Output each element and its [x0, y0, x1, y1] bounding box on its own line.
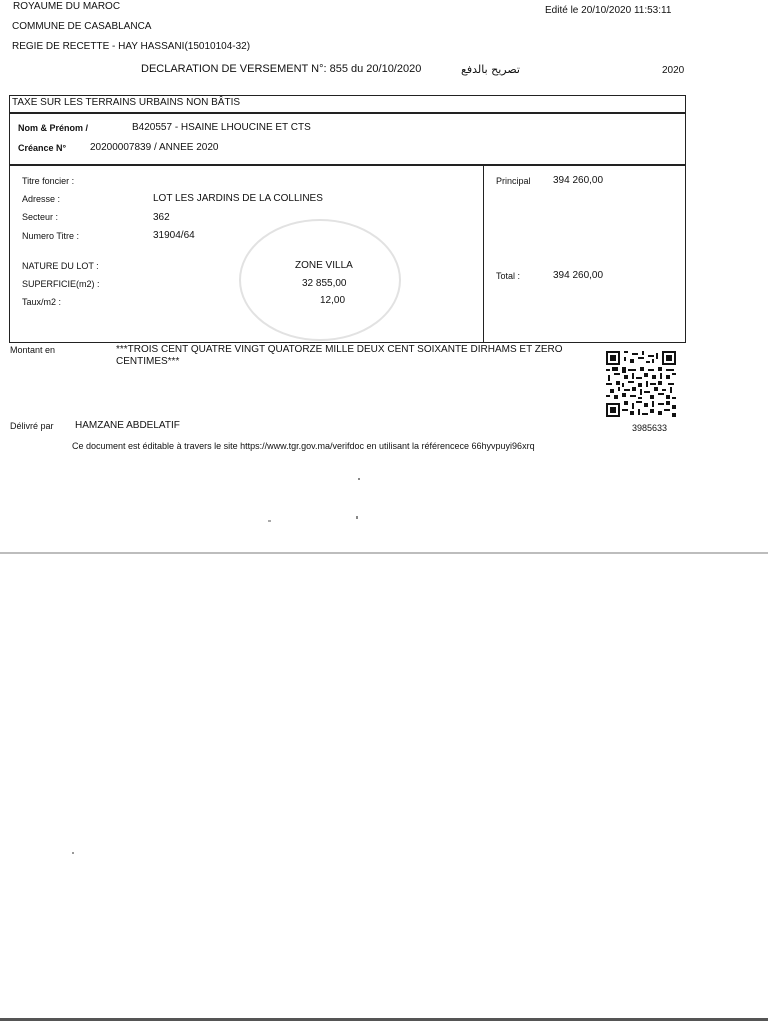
kingdom-name: ROYAUME DU MAROC [13, 1, 121, 12]
faint-stamp [225, 210, 415, 350]
taux-value: 12,00 [320, 295, 346, 306]
edited-timestamp: Edité le 20/10/2020 11:53:11 [545, 5, 672, 16]
titre-foncier-label: Titre foncier : [22, 176, 75, 186]
declaration-arabic: تصريح بالدفع [461, 63, 520, 76]
creance-label: Créance N° [18, 143, 67, 153]
tax-title: TAXE SUR LES TERRAINS URBAINS NON BÂTIS [12, 97, 241, 108]
name-value: B420557 - HSAINE LHOUCINE ET CTS [132, 122, 311, 133]
scan-speck [268, 520, 271, 522]
secteur-value: 362 [153, 212, 170, 223]
delivered-value: HAMZANE ABDELATIF [75, 420, 180, 431]
montant-line2: CENTIMES*** [116, 356, 180, 367]
creance-value: 20200007839 / ANNEE 2020 [90, 142, 219, 153]
taux-label: Taux/m2 : [22, 297, 62, 307]
scan-bottom-line [0, 1018, 768, 1021]
doc-number: 3985633 [632, 423, 668, 433]
total-label: Total : [496, 271, 521, 281]
verify-text: Ce document est éditable à travers le site https://www.tgr.gov.ma/verifdoc en utilisant la référencece 66hyvpuyi96xrq [72, 441, 535, 451]
total-value: 394 260,00 [553, 270, 604, 281]
declaration-title: DECLARATION DE VERSEMENT N°: 855 du 20/10/2020 [141, 63, 422, 75]
superficie-value: 32 855,00 [302, 278, 347, 289]
delivered-label: Délivré par [10, 421, 54, 431]
montant-line1: ***TROIS CENT QUATRE VINGT QUATORZE MILLE DEUX CENT SOIXANTE DIRHAMS ET ZERO [116, 344, 563, 355]
principal-label: Principal [496, 176, 531, 186]
principal-value: 394 260,00 [553, 175, 604, 186]
scan-speck [72, 852, 74, 854]
property-divider [483, 165, 484, 343]
scan-edge-line [0, 552, 768, 554]
scan-speck [358, 478, 360, 480]
name-label: Nom & Prénom / [18, 123, 89, 133]
nature-value: ZONE VILLA [295, 260, 353, 271]
declaration-year: 2020 [662, 65, 685, 76]
commune-name: COMMUNE DE CASABLANCA [12, 21, 152, 32]
montant-label: Montant en [10, 345, 56, 355]
regie-name: REGIE DE RECETTE - HAY HASSANI(15010104-32) [12, 41, 251, 52]
qr-code-icon [606, 351, 676, 417]
numero-titre-value: 31904/64 [153, 230, 195, 241]
nature-label: NATURE DU LOT : [22, 261, 99, 271]
scan-speck [356, 516, 358, 519]
numero-titre-label: Numero Titre : [22, 231, 80, 241]
secteur-label: Secteur : [22, 212, 59, 222]
taxpayer-box [9, 113, 686, 165]
adresse-label: Adresse : [22, 194, 61, 204]
superficie-label: SUPERFICIE(m2) : [22, 279, 100, 289]
adresse-value: LOT LES JARDINS DE LA COLLINES [153, 193, 323, 204]
